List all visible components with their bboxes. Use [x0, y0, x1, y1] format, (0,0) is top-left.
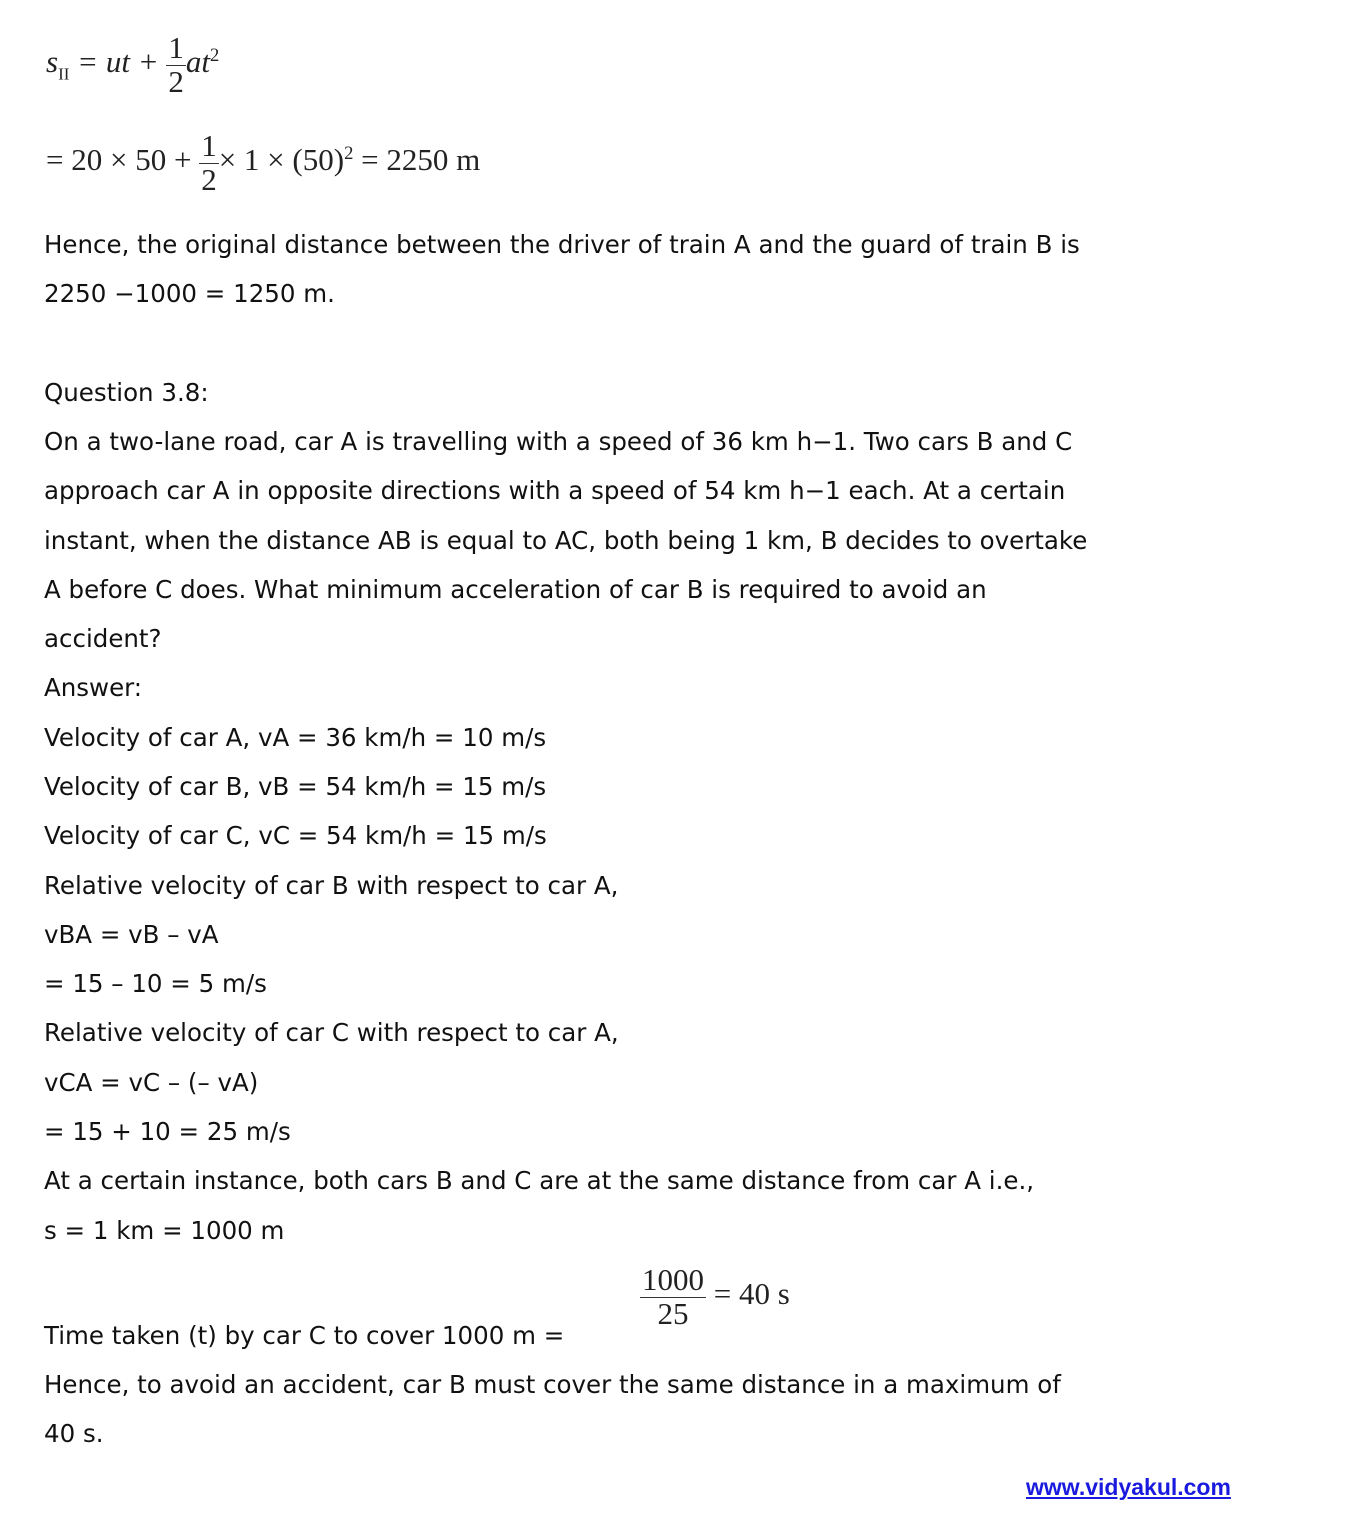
question-heading: Question 3.8:: [44, 378, 209, 407]
text-line: Hence, the original distance between the driver of train A and the guard of train B is: [44, 230, 1080, 259]
answer-heading: Answer:: [44, 673, 143, 702]
text-line: Velocity of car B, vB = 54 km/h = 15 m/s: [44, 772, 547, 801]
website-link[interactable]: www.vidyakul.com: [1026, 1474, 1231, 1500]
text-line: Hence, to avoid an accident, car B must cover the same distance in a maximum of: [44, 1370, 1061, 1399]
text-line: instant, when the distance AB is equal to AC, both being 1 km, B decides to overtake: [44, 526, 1088, 555]
text-line: A before C does. What minimum acceleration of car B is required to avoid an: [44, 575, 987, 604]
eq-superscript: 2: [210, 44, 220, 66]
fraction: [640, 1264, 706, 1330]
text-line: 40 s.: [44, 1419, 104, 1448]
text-line: Time taken (t) by car C to cover 1000 m =: [44, 1321, 565, 1350]
equation-displacement-value: [46, 130, 480, 196]
eq-subscript: II: [58, 64, 70, 84]
text-line: Relative velocity of car C with respect to car A,: [44, 1018, 619, 1047]
text-line: 2250 −1000 = 1250 m.: [44, 279, 335, 308]
text-line: Velocity of car A, vA = 36 km/h = 10 m/s: [44, 723, 547, 752]
eq-symbol: s: [46, 44, 59, 80]
fraction: [199, 130, 219, 196]
numerator: 1: [201, 128, 217, 163]
denominator: 2: [168, 63, 184, 99]
text-line: = 15 – 10 = 5 m/s: [44, 969, 267, 998]
text-line: Velocity of car C, vC = 54 km/h = 15 m/s: [44, 821, 547, 850]
denominator: 25: [657, 1295, 689, 1331]
eq-term: at: [185, 44, 210, 80]
fraction: [166, 32, 186, 98]
text-line: On a two-lane road, car A is travelling with a speed of 36 km h−1. Two cars B and C: [44, 427, 1073, 456]
numerator: 1: [168, 30, 184, 65]
eq-term: = 2250 m: [361, 142, 481, 178]
eq-term: × 1 × (50): [218, 142, 345, 178]
eq-term: = ut +: [77, 44, 159, 80]
denominator: 2: [201, 161, 217, 197]
eq-superscript: 2: [344, 142, 354, 164]
text-line: = 15 + 10 = 25 m/s: [44, 1117, 291, 1146]
text-line: s = 1 km = 1000 m: [44, 1216, 285, 1245]
text-line: Relative velocity of car B with respect to car A,: [44, 871, 619, 900]
text-line: vCA = vC – (– vA): [44, 1068, 259, 1097]
text-line: At a certain instance, both cars B and C are at the same distance from car A i.e.,: [44, 1166, 1035, 1195]
eq-term: = 20 × 50 +: [46, 142, 192, 178]
numerator: 1000: [642, 1262, 704, 1297]
equation-displacement-formula: [46, 32, 219, 98]
text-line: approach car A in opposite directions with a speed of 54 km h−1 each. At a certain: [44, 476, 1066, 505]
text-line: accident?: [44, 624, 162, 653]
text-line: vBA = vB – vA: [44, 920, 219, 949]
equation-time: [640, 1264, 790, 1330]
eq-term: = 40 s: [713, 1276, 790, 1312]
